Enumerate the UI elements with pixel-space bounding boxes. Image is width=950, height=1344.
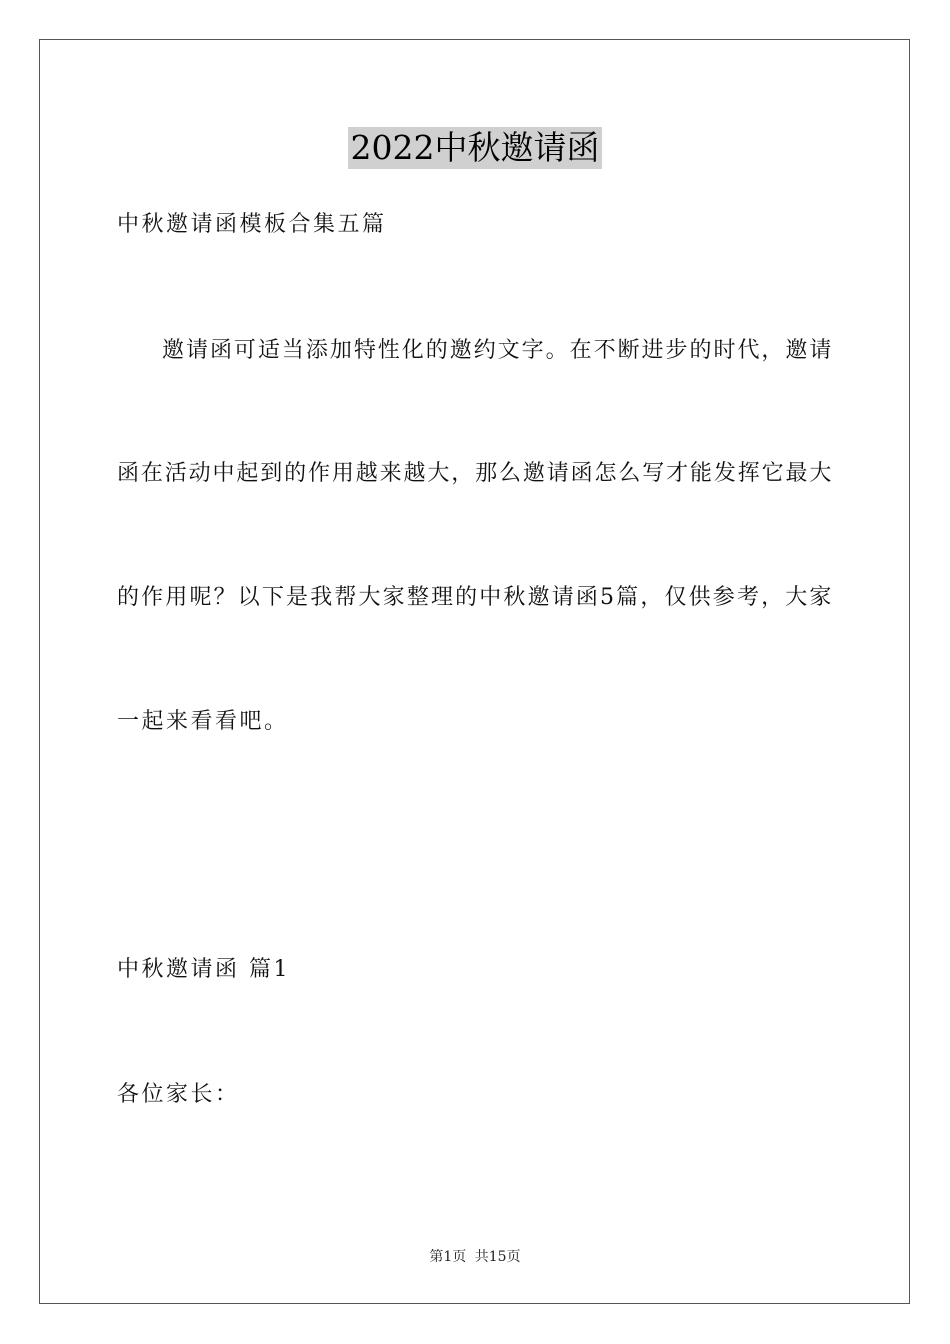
intro-paragraph-line: 一起来看看吧。 [117,709,289,734]
intro-paragraph-line: 函在活动中起到的作用越来越大，那么邀请函怎么写才能发挥它最大 [117,461,832,486]
total-pages: 共15页 [474,1249,521,1265]
intro-paragraph-line: 邀请函可适当添加特性化的邀约文字。在不断进步的时代，邀请 [162,338,832,363]
document-subtitle: 中秋邀请函模板合集五篇 [117,212,387,237]
intro-paragraph-line: 的作用呢？以下是我帮大家整理的中秋邀请函5篇，仅供参考，大家 [117,585,832,610]
page-number: 第1页 [429,1249,467,1265]
document-title: 2022中秋邀请函 [348,127,603,169]
section-heading: 中秋邀请函 篇1 [117,957,290,982]
title-container [0,127,950,169]
page-footer [0,1247,950,1267]
salutation: 各位家长： [117,1082,240,1107]
